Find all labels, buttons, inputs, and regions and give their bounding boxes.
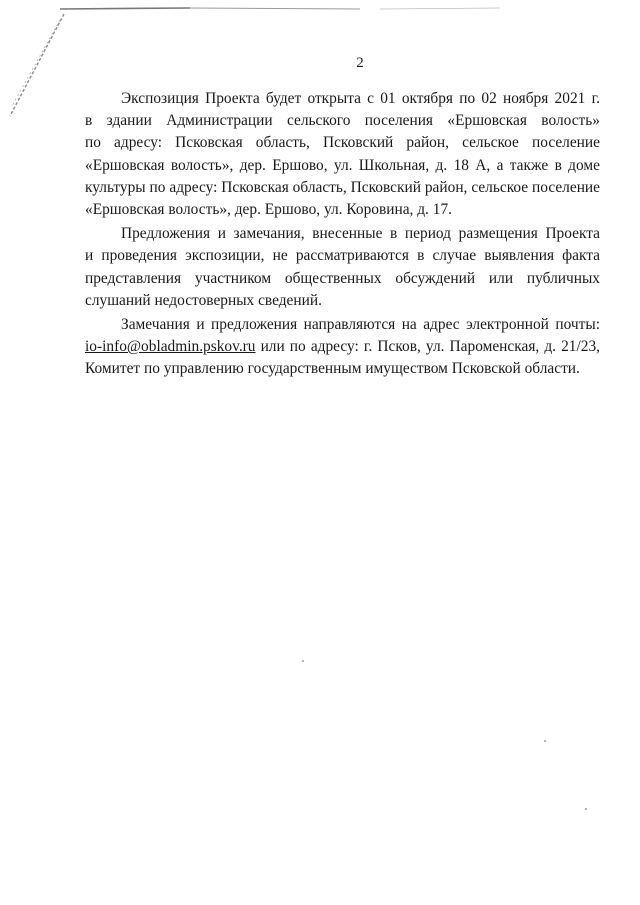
- text-line: и проведения экспозиции, не рассматриваются в случае выявления факта: [85, 247, 600, 265]
- text-line: «Ершовская волость», дер. Ершово, ул. Школьная, д. 18 А, а также в доме: [85, 156, 600, 174]
- text-line: по адресу: Псковская область, Псковский район, сельское поселение: [85, 134, 600, 152]
- page-number: 2: [356, 55, 364, 71]
- scan-speck: [585, 808, 587, 810]
- text-line: в здании Администрации сельского поселения «Ершовская волость»: [85, 112, 600, 130]
- document-body: [85, 88, 600, 383]
- email-link[interactable]: io-info@obladmin.pskov.ru: [85, 338, 256, 356]
- text-line: Экспозиция Проекта будет открыта с 01 октября по 02 ноября 2021 г.: [121, 90, 600, 107]
- paragraph-contacts: [85, 314, 600, 381]
- scan-edge-artifact: [40, 6, 600, 12]
- text-line: [85, 336, 600, 358]
- text-line: Комитет по управлению государственным имуществом Псковской области.: [85, 360, 580, 378]
- text-line: Предложения и замечания, внесенные в период размещения Проекта: [121, 225, 600, 243]
- scan-speck: [544, 740, 546, 742]
- text-line: Замечания и предложения направляются на адрес электронной почты:: [121, 316, 600, 334]
- text-line: «Ершовская волость», дер. Ершово, ул. Коровина, д. 17.: [85, 201, 452, 219]
- scan-speck: [302, 660, 304, 662]
- text-line: представления участником общественных обсуждений или публичных: [85, 269, 600, 287]
- paragraph-exposition: [85, 88, 600, 221]
- paragraph-proposals: [85, 223, 600, 312]
- address-text: или по адресу: г. Псков, ул. Пароменская, д. 21/23,: [255, 338, 600, 356]
- text-line: культуры по адресу: Псковская область, Псковский район, сельское поселение: [85, 178, 600, 196]
- text-line: слушаний недостоверных сведений.: [85, 291, 322, 309]
